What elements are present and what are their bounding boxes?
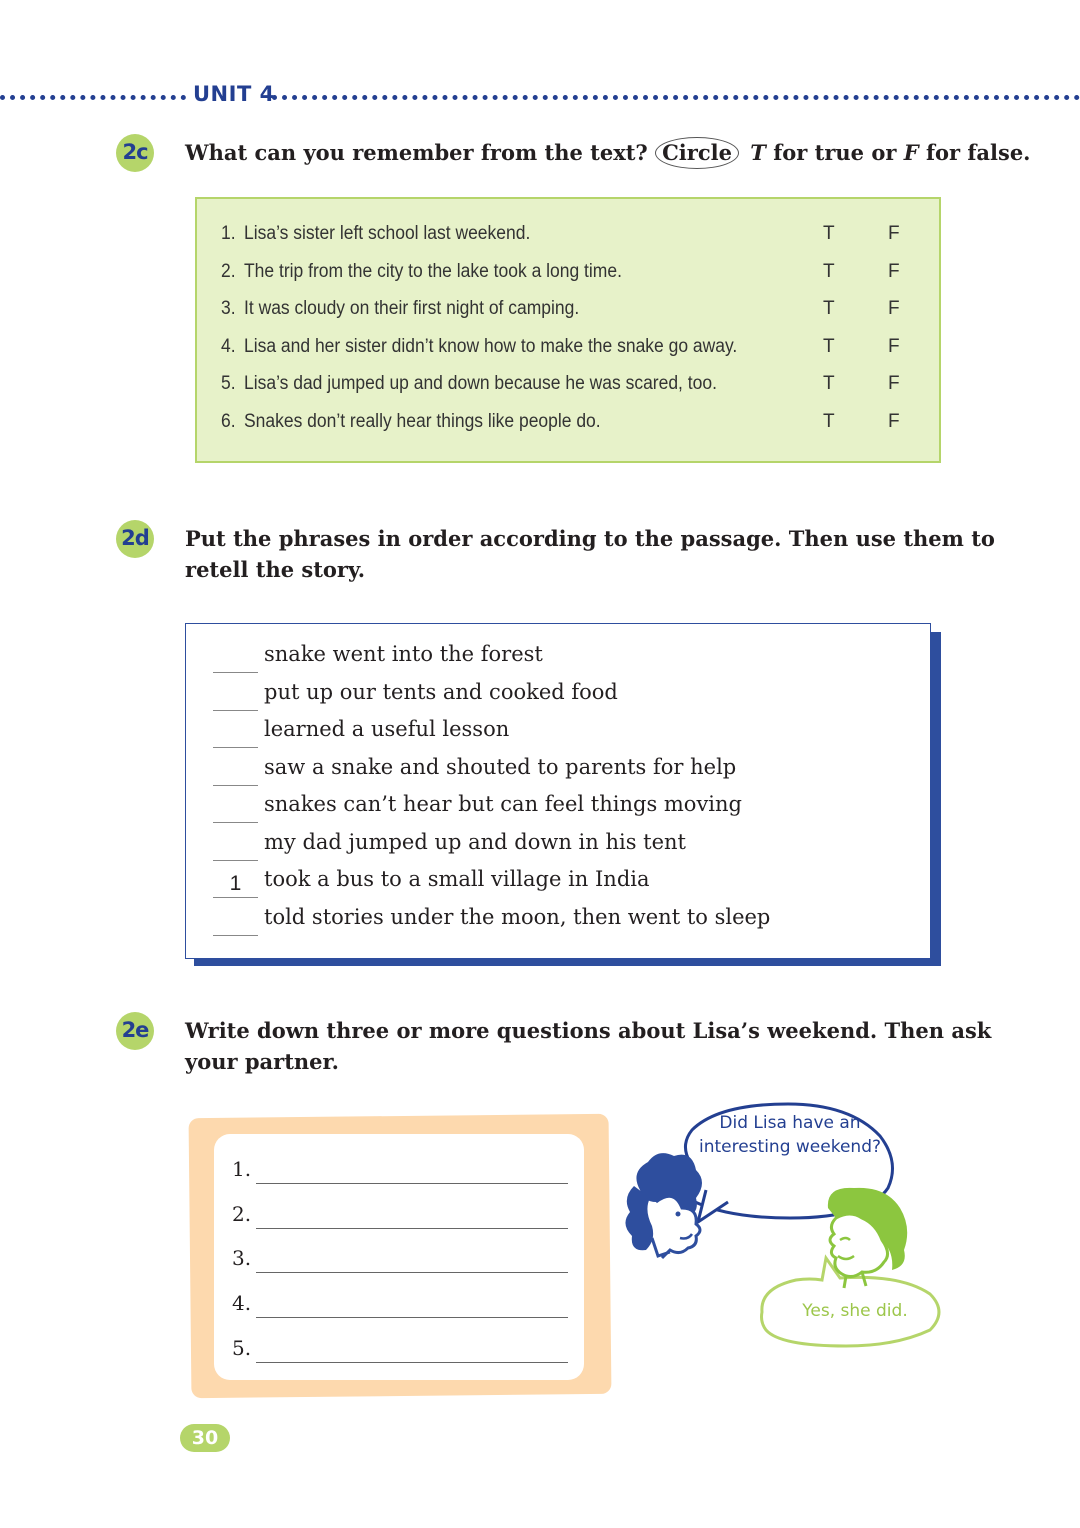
answer-number: 3. xyxy=(232,1246,252,1271)
answer-number: 4. xyxy=(232,1291,252,1316)
girl-character-icon xyxy=(828,1188,907,1288)
statement-number: 6. xyxy=(221,410,236,432)
unit-label: UNIT 4 xyxy=(193,82,275,106)
dotted-rule-right xyxy=(272,95,1080,100)
answer-line[interactable] xyxy=(256,1317,568,1318)
instruction-2d xyxy=(185,523,995,585)
order-blank[interactable] xyxy=(213,759,258,786)
statement-row xyxy=(221,261,865,298)
statement-text: Snakes don’t really hear things like people do. xyxy=(244,410,601,432)
unit-header xyxy=(0,82,1080,112)
question-line2: interesting weekend? xyxy=(698,1137,882,1157)
order-blank[interactable] xyxy=(213,909,258,936)
instruction-2e-line1: Write down three or more questions about Lisa’s weekend. Then ask xyxy=(185,1018,992,1043)
answer-bubble-text: Yes, she did. xyxy=(802,1301,908,1321)
boy-character-icon xyxy=(625,1153,702,1258)
statement-text: Lisa’s dad jumped up and down because he was scared, too. xyxy=(244,373,717,394)
order-blank[interactable] xyxy=(213,684,258,711)
true-option[interactable]: T xyxy=(823,260,835,282)
dotted-rule-left xyxy=(0,95,186,100)
false-option[interactable]: F xyxy=(888,373,900,394)
phrase-text: saw a snake and shouted to parents for help xyxy=(264,754,737,779)
answer-row xyxy=(232,1157,568,1187)
statement-text: Lisa’s sister left school last weekend. xyxy=(244,223,531,244)
order-blank[interactable] xyxy=(213,796,258,823)
instruction-2d-line2: retell the story. xyxy=(185,557,366,582)
instruction-2e-line2: your partner. xyxy=(185,1049,339,1074)
phrase-text: snake went into the forest xyxy=(264,642,543,666)
section-badge-2d: 2d xyxy=(116,520,154,558)
false-option[interactable]: F xyxy=(888,298,900,319)
true-option[interactable]: T xyxy=(823,335,835,357)
answer-number: 2. xyxy=(232,1201,252,1226)
statement-row xyxy=(221,411,865,448)
answer-line[interactable] xyxy=(256,1183,568,1184)
false-option[interactable]: F xyxy=(888,410,900,432)
order-blank[interactable] xyxy=(213,721,258,748)
instruction-2c-text: What can you remember from the text? xyxy=(185,140,648,165)
true-option[interactable]: T xyxy=(823,298,835,319)
page-number: 30 xyxy=(180,1424,230,1452)
false-option[interactable]: F xyxy=(888,335,900,357)
instruction-2c-mid: for true or xyxy=(773,140,897,165)
false-option[interactable]: F xyxy=(888,260,900,282)
statement-row xyxy=(221,373,865,410)
phrase-text: took a bus to a small village in India xyxy=(264,867,650,891)
statement-number: 5. xyxy=(221,373,236,394)
false-option[interactable]: F xyxy=(888,223,900,244)
phrase-text: told stories under the moon, then went to sleep xyxy=(264,904,771,929)
circle-word: Circle xyxy=(655,137,739,169)
statement-row xyxy=(221,298,865,335)
statement-number: 1. xyxy=(221,223,236,244)
order-blank[interactable]: 1 xyxy=(213,871,258,898)
answer-row xyxy=(232,1202,568,1232)
true-option[interactable]: T xyxy=(823,223,835,244)
instruction-2d-line1: Put the phrases in order according to the passage. Then use them to xyxy=(185,526,995,551)
statement-number: 4. xyxy=(221,335,236,357)
phrase-text: my dad jumped up and down in his tent xyxy=(264,829,686,854)
answer-row xyxy=(232,1246,568,1276)
answer-number: 1. xyxy=(232,1157,252,1181)
true-option[interactable]: T xyxy=(823,373,835,394)
answer-line[interactable] xyxy=(256,1228,568,1229)
phrase-text: learned a useful lesson xyxy=(264,717,510,741)
instruction-2c-f: F xyxy=(903,140,919,165)
statement-text: The trip from the city to the lake took a long time. xyxy=(244,260,622,282)
statement-text: Lisa and her sister didn’t know how to make the snake go away. xyxy=(244,335,738,357)
section-badge-2e: 2e xyxy=(116,1012,154,1050)
instruction-2c-end: for false. xyxy=(925,140,1031,165)
instruction-2e xyxy=(185,1015,991,1077)
statement-number: 3. xyxy=(221,298,236,319)
order-blank[interactable] xyxy=(213,834,258,861)
answer-row xyxy=(232,1336,568,1366)
phrase-text: put up our tents and cooked food xyxy=(264,679,618,704)
answer-number: 5. xyxy=(232,1335,252,1360)
question-line1: Did Lisa have an xyxy=(719,1113,861,1133)
statement-row xyxy=(221,336,865,373)
answer-row xyxy=(232,1291,568,1321)
statement-row xyxy=(221,223,865,260)
answer-line[interactable] xyxy=(256,1362,568,1363)
instruction-2c-t: T xyxy=(750,140,766,165)
answer-line[interactable] xyxy=(256,1272,568,1273)
statement-number: 2. xyxy=(221,260,236,282)
section-badge-2c: 2c xyxy=(116,134,154,172)
true-option[interactable]: T xyxy=(823,410,835,432)
question-bubble-text xyxy=(690,1111,890,1159)
phrase-text: snakes can’t hear but can feel things moving xyxy=(264,792,742,816)
order-blank[interactable] xyxy=(213,646,258,673)
statement-text: It was cloudy on their first night of camping. xyxy=(244,298,580,319)
instruction-2c xyxy=(185,137,1031,169)
